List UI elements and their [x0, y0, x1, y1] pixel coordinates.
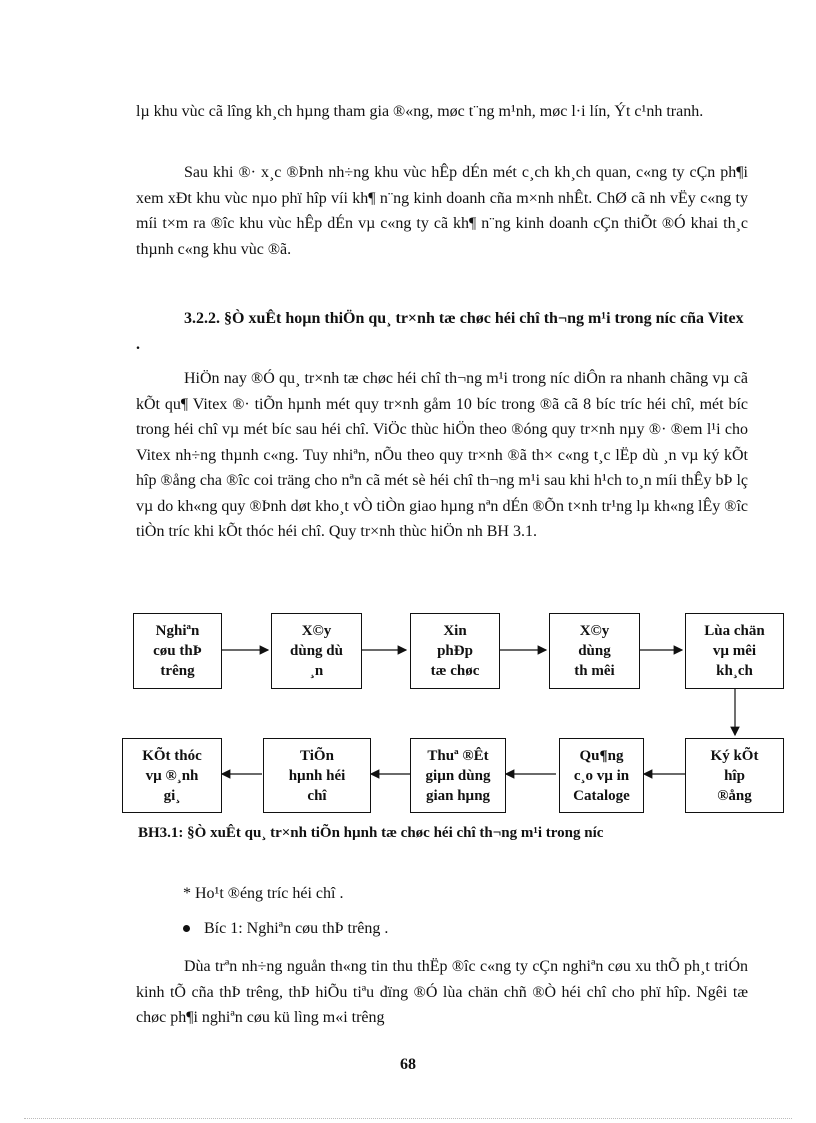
- paragraph-2: Sau khi ®· x¸c ®Þnh nh÷ng khu vùc hÊp dÉn mét c¸ch kh¸ch quan, c«ng ty cÇn ph¶i xem xÐt khu vùc nµo phï hîp víi kh¶ n¨ng kinh doanh cña m×nh nhÊt. ChØ cã nh vËy c«ng ty míi t×m ra ®îc khu vùc hÊp dÉn vµ c«ng ty cã kh¶ n¨ng kinh doanh cÇn thiÕt ®Ó khai th¸c thµnh c«ng khu vùc ®ã.: [136, 164, 748, 258]
- flow-step-conclude-evaluate: KÕt thóc vµ ®¸nh gi¸: [122, 738, 222, 813]
- section-heading: 3.2.2. §Ò xuÊt hoµn thiÖn qu¸ tr×nh tæ chøc héi chî th¬ng m¹i trong níc cña Vitex .: [136, 310, 744, 353]
- footer-divider: [24, 1118, 792, 1119]
- flow-step-advertise-catalogue: Qu¶ng c¸o vµ in Cataloge: [559, 738, 644, 813]
- page-number: 68: [400, 1056, 416, 1073]
- flow-step-sign-contract: Ký kÕt hîp ®ång: [685, 738, 784, 813]
- flow-step-select-guests: Lùa chän vµ mêi kh¸ch: [685, 613, 784, 689]
- bullet-dot-icon: [183, 925, 190, 932]
- flow-step-build-project: X©y dùng dù ¸n: [271, 613, 362, 689]
- paragraph-4: Dùa trªn nh÷ng nguån th«ng tin thu thËp ®îc c«ng ty cÇn nghiªn cøu xu thÕ ph¸t triÓn kinh tÕ cña thÞ trêng, thÞ hiÕu tiªu dïng ®Ó lùa chän chñ ®Ò héi chî cho phï hîp. Ngêi tæ chøc ph¶i nghiªn cøu kü lìng m«i trêng: [136, 958, 748, 1026]
- flow-step-request-permission: Xin phÐp tæ chøc: [410, 613, 500, 689]
- bullet-step-label: Bíc 1: Nghiªn cøu thÞ trêng .: [204, 920, 389, 937]
- flow-step-write-invitation: X©y dùng th mêi: [549, 613, 640, 689]
- paragraph-1: lµ khu vùc cã lîng kh¸ch hµng tham gia ®«ng, møc t¨ng m¹nh, møc l·i lín, Ýt c¹nh tranh.: [136, 103, 704, 120]
- figure-caption: BH3.1: §Ò xuÊt qu¸ tr×nh tiÕn hµnh tæ chøc héi chî th¬ng m¹i trong níc: [138, 825, 604, 841]
- flow-step-rent-booth: Thuª ®Êt giµn dùng gian hµng: [410, 738, 506, 813]
- activity-heading: * Ho¹t ®éng tríc héi chî .: [183, 885, 344, 902]
- paragraph-3: HiÖn nay ®Ó qu¸ tr×nh tæ chøc héi chî th¬ng m¹i trong níc diÔn ra nhanh chãng vµ cã kÕt qu¶ Vitex ®· tiÕn hµnh mét quy tr×nh gåm 10 bíc trong ®ã cã 8 bíc tríc héi chî, mét bíc trong héi chî vµ mét bíc sau héi chî. ViÖc thùc hiÖn theo ®óng quy tr×nh nµy ®· ®em l¹i cho Vitex nh÷ng thµnh c«ng. Tuy nhiªn, nÕu theo quy tr×nh ®ã th× c«ng t¸c lËp dù ¸n vµ ký kÕt hîp ®ång cha ®îc coi träng cho nªn cã mét sè héi chî th¬ng m¹i sau khi h¹ch to¸n míi thÊy bÞ lç vµ do kh«ng quy ®Þnh døt kho¸t vÒ tiÒn giao hµng nªn dÉn ®Õn t×nh tr¹ng lµ kh«ng lÊy ®îc tiÒn tríc khi kÕt thóc héi chî. Quy tr×nh thùc hiÖn nh BH 3.1.: [136, 370, 748, 540]
- flow-step-market-research: Nghiªn cøu thÞ trêng: [133, 613, 222, 689]
- bullet-item: [183, 918, 388, 940]
- flow-step-hold-fair: TiÕn hµnh héi chî: [263, 738, 371, 813]
